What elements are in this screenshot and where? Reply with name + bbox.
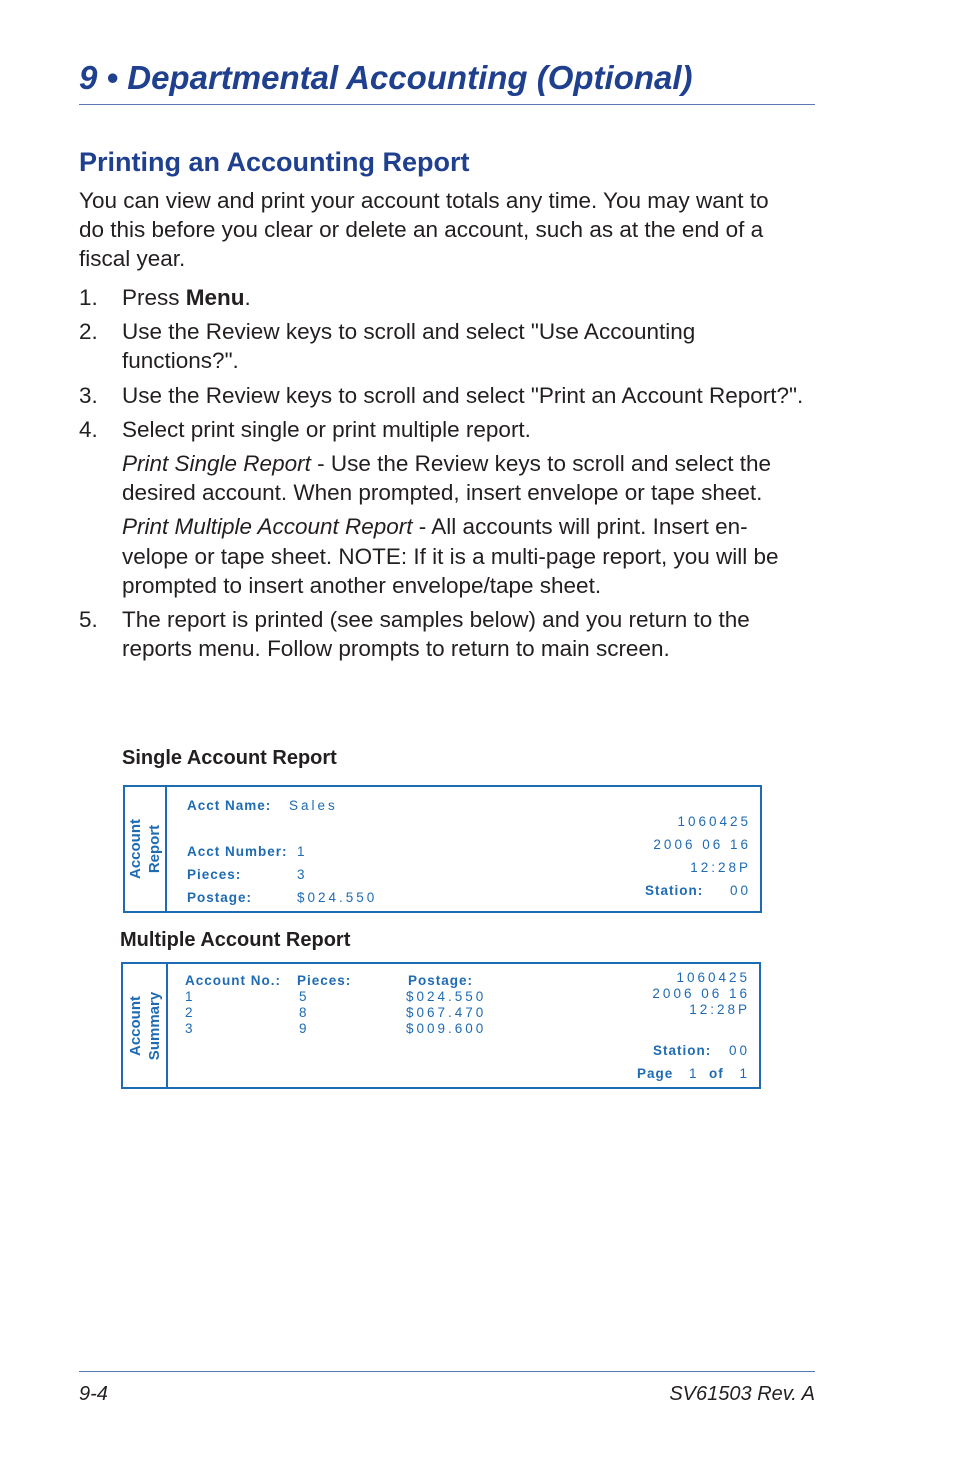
row-postage: $009.600	[406, 1021, 487, 1036]
meter-number: 1060425	[676, 970, 750, 985]
row-postage: $024.550	[406, 989, 487, 1004]
intro-paragraph: You can view and print your account totals any time. You may want to do this before you clear or delete an account, such as at the end of a fiscal year.	[79, 188, 769, 272]
step-text: Select print single or print multiple report.	[122, 416, 531, 442]
multiple-report-desc: - All accounts will print. Insert en-velope or tape sheet. NOTE: If it is a multi-page report, you will be prompted to insert another envelope/tape sheet.	[122, 514, 779, 598]
station-value: 00	[728, 1043, 750, 1058]
step-text-end: .	[244, 285, 251, 310]
step-number: 2.	[79, 319, 98, 345]
side-label-line1: Account	[126, 995, 144, 1056]
row-pieces: 8	[299, 1005, 310, 1020]
row-account: 2	[185, 1005, 196, 1020]
step-number: 1.	[79, 285, 98, 310]
pieces-value: 3	[297, 867, 308, 882]
meter-number: 1060425	[677, 814, 751, 829]
row-account: 1	[185, 989, 196, 1004]
step-text: Use the Review keys to scroll and select "Use Accounting functions?".	[122, 319, 696, 374]
row-postage: $067.470	[406, 1005, 487, 1020]
col-postage-header: Postage:	[408, 973, 474, 988]
single-report-caption: Single Account Report	[122, 747, 337, 769]
side-label-line2: Report	[146, 824, 163, 874]
page-number: 9-4	[79, 1383, 108, 1405]
single-account-report	[123, 785, 762, 913]
document-id: SV61503 Rev. A	[669, 1383, 815, 1405]
step-1	[79, 283, 809, 312]
report-time: 12:28P	[689, 1002, 750, 1017]
section-title: Printing an Accounting Report	[79, 147, 470, 177]
step-4	[79, 415, 809, 600]
step-number: 5.	[79, 607, 98, 633]
multiple-account-report	[121, 962, 761, 1089]
of-value: 1	[739, 1066, 750, 1081]
single-report-sidebar	[125, 787, 167, 911]
report-time: 12:28P	[690, 860, 751, 875]
col-pieces-header: Pieces:	[297, 973, 352, 988]
multiple-report-term: Print Multiple Account Report	[122, 514, 413, 540]
multiple-report-instructions	[122, 512, 809, 600]
single-report-desc: - Use the Review keys to scroll and select the desired account. When prompted, insert envelope or tape sheet.	[122, 451, 772, 506]
acct-name-label: Acct Name:	[187, 798, 272, 813]
station-value: 00	[729, 883, 751, 898]
header-rule	[79, 104, 815, 105]
side-label-line2: Summary	[145, 991, 163, 1060]
of-label: of	[709, 1066, 724, 1081]
page-value: 1	[689, 1066, 700, 1081]
single-report-instructions	[122, 449, 809, 507]
step-text: Use the Review keys to scroll and select "Print an Account Report?".	[122, 382, 804, 408]
station-label: Station:	[645, 883, 704, 898]
chapter-title: 9 • Departmental Accounting (Optional)	[79, 59, 693, 96]
footer-rule	[79, 1371, 815, 1372]
row-pieces: 5	[299, 989, 310, 1004]
steps-list	[79, 283, 809, 668]
row-account: 3	[185, 1021, 196, 1036]
acct-number-label: Acct Number:	[187, 844, 288, 859]
multiple-report-sidebar	[123, 964, 168, 1087]
side-label-line1: Account	[127, 819, 144, 879]
multiple-report-caption: Multiple Account Report	[120, 929, 351, 951]
row-pieces: 9	[299, 1021, 310, 1036]
postage-value: $024.550	[297, 890, 378, 905]
step-3	[79, 381, 809, 410]
single-report-term: Print Single Report	[122, 451, 311, 477]
col-account-header: Account No.:	[185, 973, 281, 988]
pieces-label: Pieces:	[187, 867, 242, 882]
step-number: 4.	[79, 416, 98, 442]
report-date: 2006 06 16	[653, 837, 751, 852]
step-5	[79, 605, 809, 663]
report-date: 2006 06 16	[652, 986, 750, 1001]
single-report-side-label	[126, 819, 164, 879]
postage-label: Postage:	[187, 890, 253, 905]
multiple-report-side-label	[126, 991, 164, 1059]
step-2	[79, 317, 809, 375]
acct-number-value: 1	[297, 844, 308, 859]
step-text: The report is printed (see samples below) and you return to the reports menu. Follow prompts to return to main screen.	[122, 607, 750, 662]
station-label: Station:	[653, 1043, 712, 1058]
acct-name-value: Sales	[289, 798, 338, 813]
step-number: 3.	[79, 382, 98, 408]
page-label: Page	[637, 1066, 674, 1081]
step-text: Press	[122, 285, 186, 310]
menu-keyword: Menu	[185, 285, 245, 310]
